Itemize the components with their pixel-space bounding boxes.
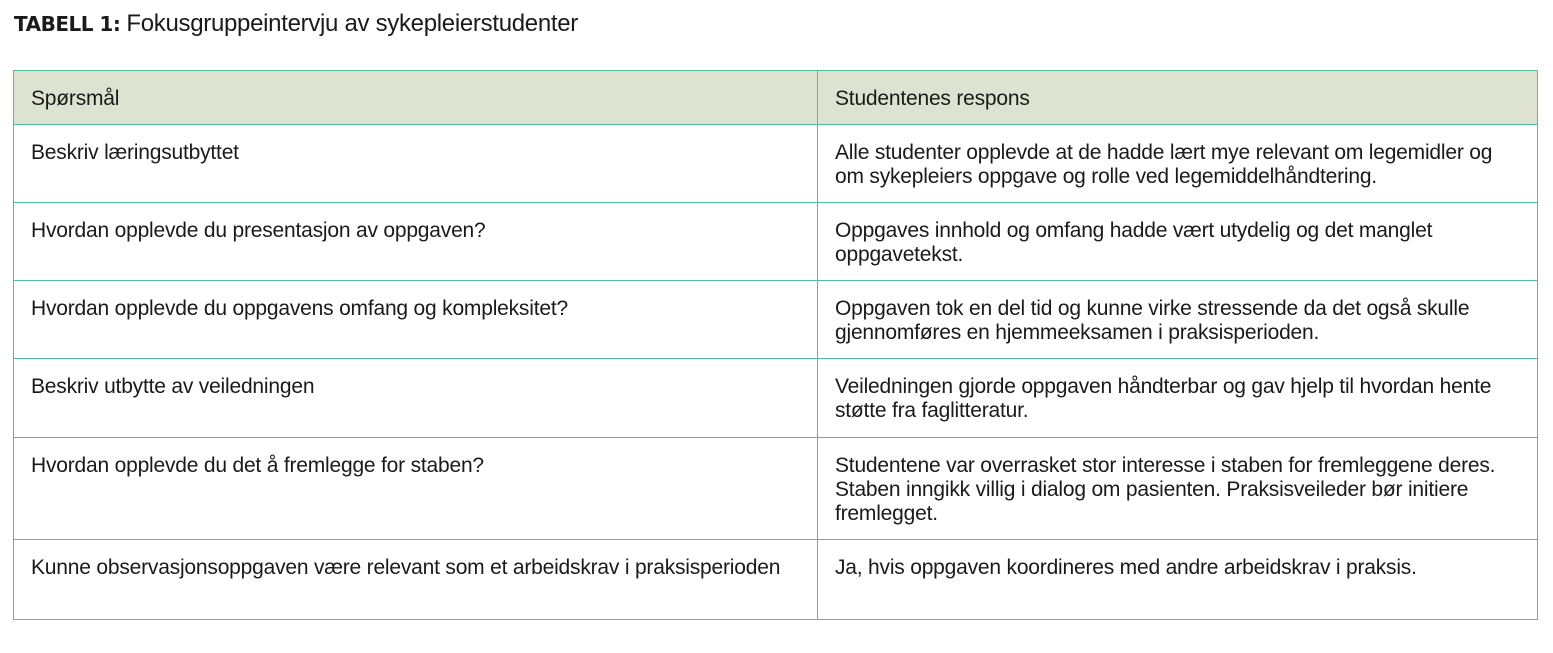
question-cell: Kunne observasjonsoppgaven være relevant som et arbeidskrav i praksisperioden xyxy=(14,540,818,620)
question-cell: Hvordan opplevde du oppgavens omfang og kompleksitet? xyxy=(14,281,818,359)
table-header-row xyxy=(14,71,1538,125)
table-row xyxy=(14,281,1538,359)
response-cell: Oppgaven tok en del tid og kunne virke stressende da det også skulle gjennomføres en hjemmeeksamen i praksisperioden. xyxy=(818,281,1538,359)
table-row xyxy=(14,438,1538,540)
question-cell: Beskriv utbytte av veiledningen xyxy=(14,359,818,438)
column-header-question: Spørsmål xyxy=(14,71,818,125)
caption-title: Fokusgruppeintervju av sykepleierstudenter xyxy=(126,10,578,37)
question-cell: Hvordan opplevde du det å fremlegge for staben? xyxy=(14,438,818,540)
column-header-response: Studentenes respons xyxy=(818,71,1538,125)
table-caption xyxy=(14,6,578,41)
response-cell: Alle studenter opplevde at de hadde lært mye relevant om legemidler og om sykepleiers oppgave og rolle ved legemiddelhåndtering. xyxy=(818,125,1538,203)
question-cell: Hvordan opplevde du presentasjon av oppgaven? xyxy=(14,203,818,281)
question-cell: Beskriv læringsutbyttet xyxy=(14,125,818,203)
table-row xyxy=(14,540,1538,620)
table-row xyxy=(14,359,1538,438)
response-cell: Oppgaves innhold og omfang hadde vært utydelig og det manglet oppgavetekst. xyxy=(818,203,1538,281)
table-row xyxy=(14,125,1538,203)
response-cell: Ja, hvis oppgaven koordineres med andre arbeidskrav i praksis. xyxy=(818,540,1538,620)
response-cell: Veiledningen gjorde oppgaven håndterbar og gav hjelp til hvordan hente støtte fra faglitteratur. xyxy=(818,359,1538,438)
response-cell: Studentene var overrasket stor interesse i staben for fremleggene deres. Staben inngikk villig i dialog om pasienten. Praksisveileder bør initiere fremlegget. xyxy=(818,438,1538,540)
caption-label: TABELL 1: xyxy=(14,12,121,36)
table-row xyxy=(14,203,1538,281)
focus-group-table xyxy=(13,70,1538,620)
